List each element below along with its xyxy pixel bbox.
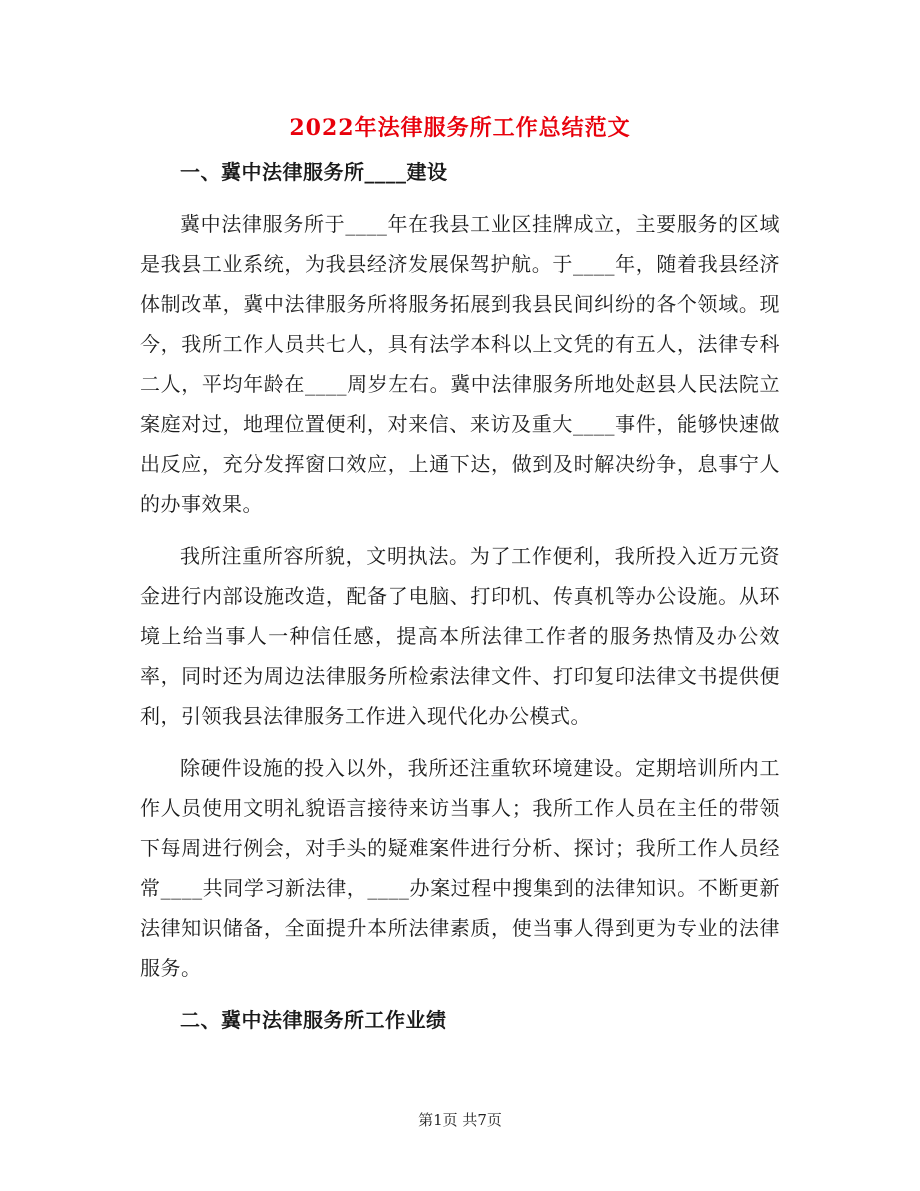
document-title: 2022年法律服务所工作总结范文 — [289, 115, 631, 141]
page-number: 第1页 共7页 — [418, 1111, 502, 1129]
section-heading-2: 二、冀中法律服务所工作业绩 — [180, 1008, 447, 1032]
paragraph-2: 我所注重所容所貌，文明执法。为了工作便利，我所投入近万元资金进行内部设施改造，配备了电脑、打印机、传真机等办公设施。从环境上给当事人一种信任感，提高本所法律工作者的服务热情及办公效率，同时还为周边法律服务所检索法律文件、打印复印法律文书提供便利，引领我县法律服务工作进入现代化办公模式。 — [140, 544, 780, 728]
document-body — [140, 152, 780, 1052]
paragraph-3: 除硬件设施的投入以外，我所还注重软环境建设。定期培训所内工作人员使用文明礼貌语言接待来访当事人；我所工作人员在主任的带领下每周进行例会，对手头的疑难案件进行分析、探讨；我所工作人员经常____共同学习新法律，____办案过程中搜集到的法律知识。不断更新法律知识储备，全面提升本所法律素质，使当事人得到更为专业的法律服务。 — [140, 756, 780, 980]
section-heading-1: 一、冀中法律服务所____建设 — [180, 160, 448, 184]
paragraph-1: 冀中法律服务所于____年在我县工业区挂牌成立，主要服务的区域是我县工业系统，为我县经济发展保驾护航。于____年，随着我县经济体制改革，冀中法律服务所将服务拓展到我县民间纠纷的各个领域。现今，我所工作人员共七人，具有法学本科以上文凭的有五人，法律专科二人，平均年龄在____周岁左右。冀中法律服务所地处赵县人民法院立案庭对过，地理位置便利，对来信、来访及重大____事件，能够快速做出反应，充分发挥窗口效应，上通下达，做到及时解决纷争，息事宁人的办事效果。 — [140, 212, 780, 516]
